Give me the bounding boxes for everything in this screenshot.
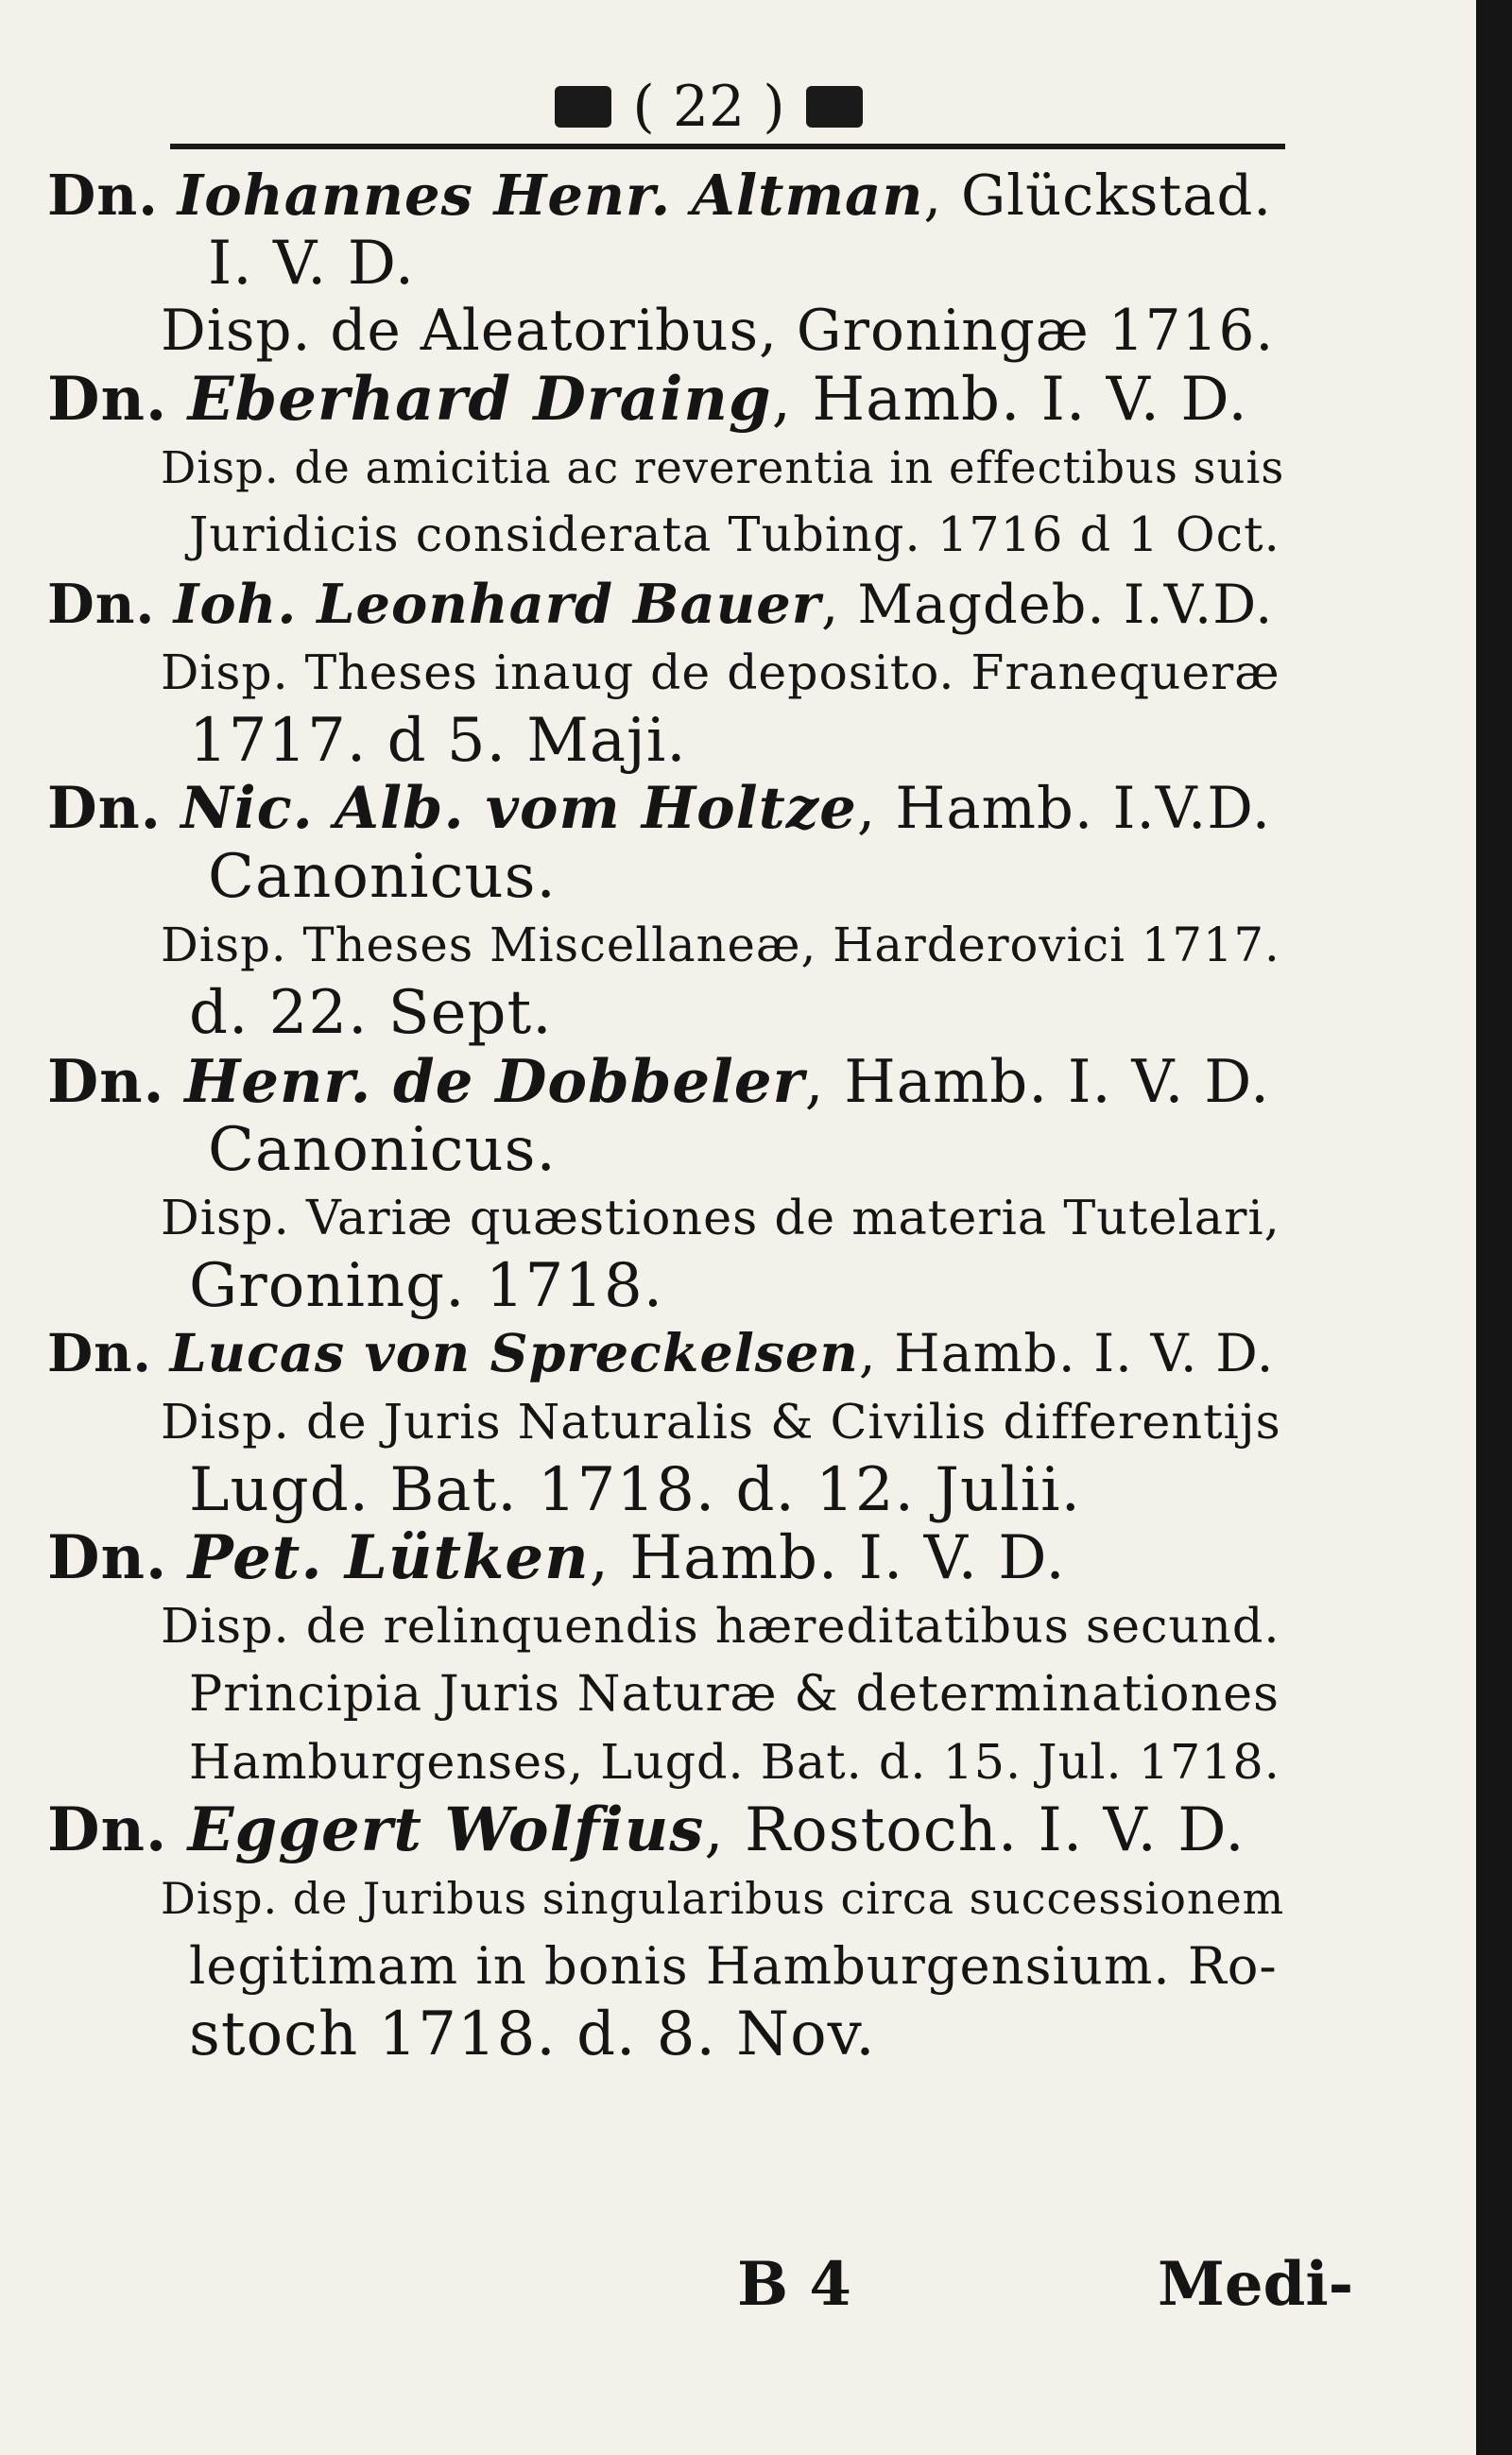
entry bbox=[47, 1047, 1295, 1320]
entry-disp-line: stoch 1718. d. 8. Nov. bbox=[189, 2000, 876, 2069]
entry-origin: , Hamb. I.V.D. bbox=[856, 776, 1272, 842]
ornament-right-icon bbox=[806, 86, 863, 128]
entry-person: Nic. Alb. vom Holtze bbox=[180, 775, 857, 842]
entry-name-line bbox=[47, 366, 1295, 434]
entry-extra: I. V. D. bbox=[208, 229, 416, 299]
entry-prefix: Dn. bbox=[47, 1522, 168, 1593]
page-header bbox=[491, 74, 926, 140]
signature-mark: B 4 bbox=[737, 2249, 851, 2320]
entry-prefix: Dn. bbox=[47, 1323, 152, 1384]
entry-disp-line: Disp. Theses inaug de deposito. Franequeræ bbox=[161, 644, 1280, 700]
entry-name-line bbox=[47, 1047, 1295, 1116]
entry-disp-line: Disp. de relinquendis hæreditatibus secund. bbox=[161, 1598, 1280, 1654]
page-number: ( 22 ) bbox=[632, 74, 785, 140]
entry-disp-line: Disp. de Juribus singularibus circa successionem bbox=[161, 1873, 1285, 1924]
page-footer bbox=[0, 2249, 1354, 2325]
entry-prefix: Dn. bbox=[47, 572, 156, 636]
ornament-left-icon bbox=[555, 86, 611, 128]
entry-prefix: Dn. bbox=[47, 1794, 168, 1865]
entry-origin: , Hamb. I. V. D. bbox=[804, 1047, 1270, 1116]
entry-name-line bbox=[47, 1320, 1295, 1388]
header-rule bbox=[170, 144, 1285, 149]
entry bbox=[47, 366, 1295, 570]
entry-name-line bbox=[47, 161, 1295, 230]
entry-person: Eberhard Draing bbox=[187, 364, 772, 435]
entry-disp-line: d. 22. Sept. bbox=[189, 978, 553, 1048]
entry-prefix: Dn. bbox=[47, 1046, 165, 1116]
entry-name-line bbox=[47, 1524, 1295, 1592]
entry-disp-line: Disp. de Juris Naturalis & Civilis differentijs bbox=[161, 1394, 1281, 1450]
entry-person: Ioh. Leonhard Bauer bbox=[173, 572, 821, 636]
entry-person: Henr. de Dobbeler bbox=[184, 1046, 805, 1116]
entry-list bbox=[47, 161, 1295, 2069]
entry-extra: Canonicus. bbox=[208, 1115, 557, 1185]
entry-origin: , Hamb. I. V. D. bbox=[589, 1523, 1066, 1593]
entry-name-line bbox=[47, 1796, 1295, 1864]
entry-person: Iohannes Henr. Altman bbox=[177, 162, 924, 228]
entry-extra: Canonicus. bbox=[208, 842, 557, 912]
entry-disp-line: Lugd. Bat. 1718. d. 12. Julii. bbox=[189, 1455, 1081, 1525]
entry-origin: , Magdeb. I.V.D. bbox=[820, 573, 1274, 636]
entry-name-line bbox=[47, 570, 1295, 639]
entry bbox=[47, 1320, 1295, 1524]
entry-origin: , Rostoch. I. V. D. bbox=[704, 1795, 1246, 1865]
entry-disp-line: Groning. 1718. bbox=[189, 1251, 664, 1321]
entry-disp-line: Hamburgenses, Lugd. Bat. d. 15. Jul. 1718. bbox=[189, 1734, 1280, 1790]
entry-person: Lucas von Spreckelsen bbox=[169, 1323, 859, 1384]
entry-origin: , Glückstad. bbox=[923, 163, 1273, 228]
entry-disp-line: Principia Juris Naturæ & determinationes bbox=[189, 1665, 1280, 1723]
entry-disp-line: Disp. Variæ quæstiones de materia Tutelari, bbox=[161, 1190, 1280, 1245]
entry-prefix: Dn. bbox=[47, 364, 168, 435]
entry bbox=[47, 570, 1295, 775]
entry bbox=[47, 1524, 1295, 1796]
entry bbox=[47, 1796, 1295, 2069]
catchword: Medi- bbox=[1158, 2249, 1354, 2320]
entry bbox=[47, 775, 1295, 1047]
entry-disp-line: legitimam in bonis Hamburgensium. Ro- bbox=[189, 1936, 1278, 1996]
entry-disp-line: Juridicis considerata Tubing. 1716 d 1 Oct. bbox=[189, 507, 1280, 563]
entry-disp-line: Disp. Theses Miscellaneæ, Harderovici 1717. bbox=[161, 918, 1280, 972]
entry-person: Pet. Lütken bbox=[187, 1522, 590, 1593]
entry-origin: , Hamb. I. V. D. bbox=[858, 1323, 1275, 1384]
entry bbox=[47, 161, 1295, 366]
entry-name-line bbox=[47, 775, 1295, 843]
entry-disp-line: Disp. de amicitia ac reverentia in effectibus suis bbox=[161, 442, 1285, 493]
entry-origin: , Hamb. I. V. D. bbox=[771, 365, 1248, 435]
entry-person: Eggert Wolfius bbox=[187, 1794, 705, 1865]
entry-disp-line: 1717. d 5. Maji. bbox=[189, 706, 687, 776]
entry-prefix: Dn. bbox=[47, 162, 159, 228]
entry-prefix: Dn. bbox=[47, 775, 162, 842]
entry-disp-line: Disp. de Aleatoribus, Groningæ 1716. bbox=[161, 299, 1275, 364]
